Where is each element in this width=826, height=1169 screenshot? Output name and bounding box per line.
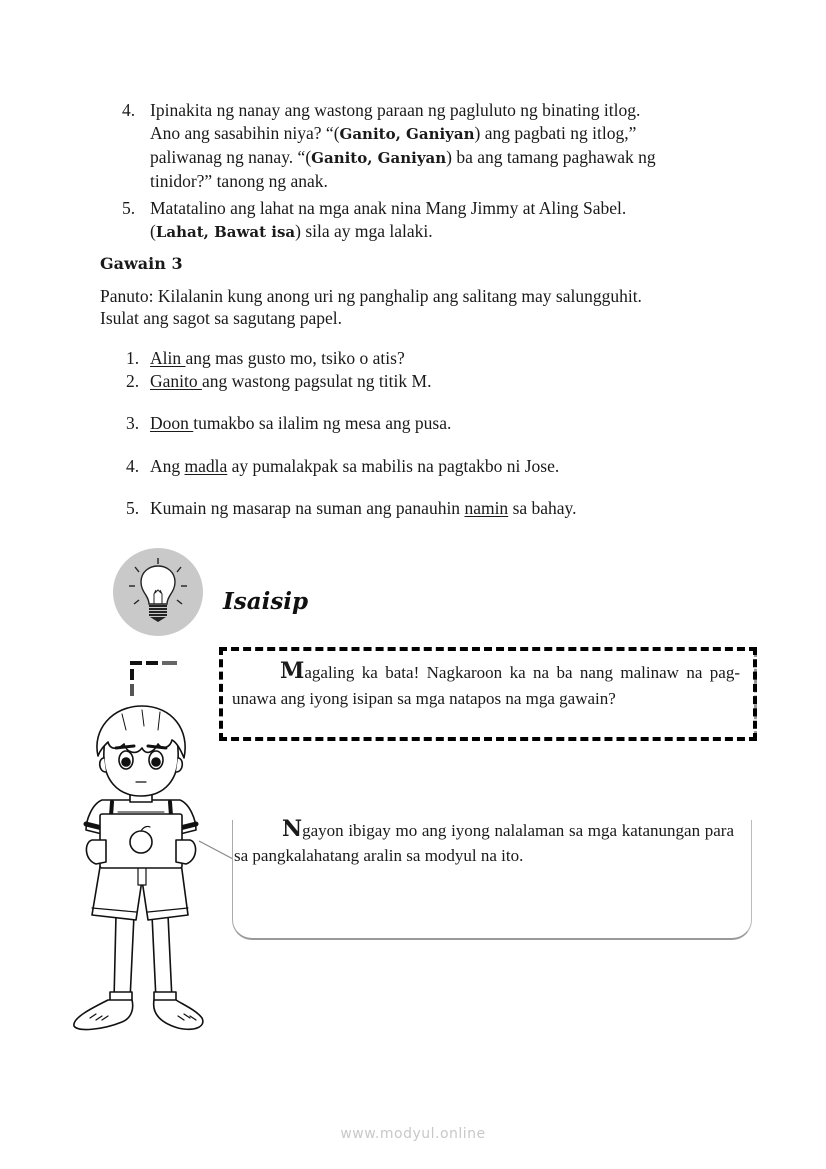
question-text-segment: ) ang pagbati ng itlog,” [474,123,637,143]
item-after: ang wastong pagsulat ng titik M. [202,371,432,391]
item-after: sa bahay. [508,498,577,518]
question-line [150,99,742,122]
question-line [150,197,742,220]
section-title: Isaisip [223,588,309,615]
underlined-word: Doon [150,413,194,433]
question-text [150,197,742,244]
question-4 [122,99,742,193]
boy-illustration [62,700,222,1040]
exercise-item [126,347,405,369]
instructions [100,285,800,329]
answer-choices: Ganito, Ganiyan [311,149,447,167]
dropcap: M [280,658,305,684]
dashed-corner-decoration [130,661,180,697]
answer-choices: Lahat, Bawat isa [155,223,296,241]
watermark: www.modyul.online [340,1126,486,1142]
exercise-item [126,455,559,477]
item-after: tumakbo sa ilalim ng mesa ang pusa. [193,413,452,433]
item-after: ay pumalakpak sa mabilis na pagtakbo ni Jose. [227,456,560,476]
lightbulb-icon [113,548,203,636]
speech-bubble-text [234,817,734,868]
item-number: 1. [126,348,140,368]
item-number: 4. [126,456,140,476]
exercise-item [126,497,577,519]
underlined-word: madla [184,456,228,476]
instructions-line-2: Isulat ang sagot sa sagutang papel. [100,308,343,328]
question-text-segment: Matatalino ang lahat na mga anak nina Mang Jimmy at Aling Sabel. [150,198,627,218]
answer-choices: Ganito, Ganiyan [339,125,475,143]
exercise-item [126,370,431,392]
question-5 [122,197,742,244]
message-box-text [232,658,740,712]
question-number: 4. [122,100,136,120]
section-heading: Gawain 3 [100,254,183,273]
question-line [150,146,742,170]
question-text-segment: tinidor?” tanong ng anak. [150,171,328,191]
bubble-body: gayon ibigay mo ang iyong nalalaman sa mga katanungan para sa pangkalahatang aralin sa modyul na ito. [234,821,734,865]
message-body: agaling ka bata! Nagkaroon ka na ba nang malinaw na pag-unawa ang iyong isipan sa mga natapos na mga gawain? [232,663,740,708]
underlined-word: Alin [150,348,186,368]
exercise-item [126,412,451,434]
question-line [150,220,742,244]
question-text-segment: paliwanag ng nanay. “( [150,147,312,167]
question-number: 5. [122,198,136,218]
item-before: Kumain ng masarap na suman ang panauhin [150,498,465,518]
question-text-segment: Ano ang sasabihin niya? “( [150,123,340,143]
question-text-segment: Ipinakita ng nanay ang wastong paraan ng pagluluto ng binating itlog. [150,100,641,120]
question-text-segment: ( [150,221,156,241]
question-line [150,122,742,146]
question-text-segment: ) sila ay mga lalaki. [295,221,433,241]
question-text-segment: ) ba ang tamang paghawak ng [446,147,656,167]
underlined-word: namin [464,498,509,518]
item-number: 5. [126,498,140,518]
dropcap: N [282,816,303,842]
question-item [122,99,742,193]
instructions-line-1: Panuto: Kilalanin kung anong uri ng panghalip ang salitang may salungguhit. [100,286,642,306]
question-line [150,170,742,193]
item-number: 3. [126,413,140,433]
question-text [150,99,742,193]
item-before: Ang [150,456,185,476]
item-number: 2. [126,371,140,391]
item-after: ang mas gusto mo, tsiko o atis? [185,348,405,368]
underlined-word: Ganito [150,371,203,391]
question-item [122,197,742,244]
